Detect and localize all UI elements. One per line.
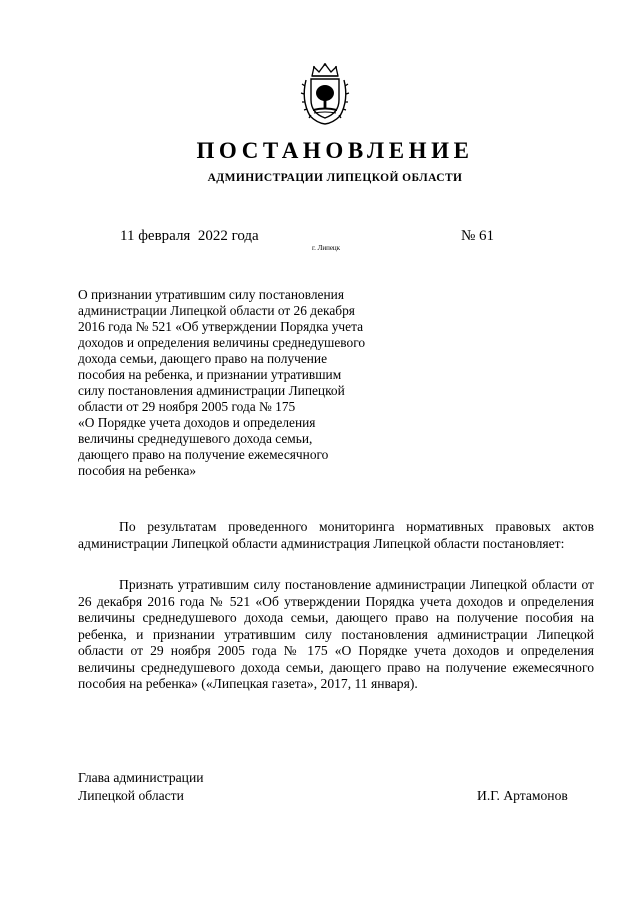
heading-line: величины среднедушевого дохода семьи,: [78, 431, 313, 446]
heading-line: пособия на ребенка, и признании утратившим: [78, 367, 342, 382]
heading-line: доходов и определения величины среднедушевого: [78, 335, 366, 350]
heading-line: силу постановления администрации Липецкой: [78, 383, 345, 398]
heading-line: О признании утратившим силу постановления: [78, 287, 344, 302]
resolution-paragraph: Признать утратившим силу постановление администрации Липецкой области от 26 декабря 2016 года № 521 «Об утверждении Порядка учета доходов и определения величины среднедушевого дохода семьи, дающего право на получение пособия на ребенка, и признании утратившим силу постановления администрации Липецкой области от 29 ноября 2005 года № 175 «О Порядке учета доходов и определения величины среднедушевого дохода семьи, дающего право на получение ежемесячного пособия на ребенка» («Липецкая газета», 2017, 11 января).: [78, 577, 594, 691]
heading-line: администрации Липецкой области от 26 декабря: [78, 303, 355, 318]
document-title: ПОСТАНОВЛЕНИЕ: [196, 138, 474, 163]
heading-line: «О Порядке учета доходов и определения: [78, 415, 316, 430]
heading-line: дающего право на получение ежемесячного: [78, 447, 329, 462]
heading-line: дохода семьи, дающего право на получение: [78, 351, 328, 366]
document-number: № 61: [461, 228, 495, 244]
heading-line: области от 29 ноября 2005 года № 175: [78, 399, 296, 414]
signatory-title-line: Глава администрации: [78, 770, 204, 785]
signatory-name: И.Г. Артамонов: [477, 788, 568, 803]
signatory-title-line: Липецкой области: [78, 788, 184, 803]
document-city: г. Липецк: [312, 244, 341, 252]
signatory-title: [78, 769, 204, 805]
coat-of-arms-icon: [300, 62, 350, 126]
document-date: 11 февраля 2022 года: [120, 228, 259, 244]
document-heading: [78, 287, 378, 479]
intro-paragraph: По результатам проведенного мониторинга нормативных правовых актов администрации Липецкой области администрация Липецкой области постановляет:: [78, 519, 594, 551]
heading-line: 2016 года № 521 «Об утверждении Порядка учета: [78, 319, 364, 334]
document-subtitle: АДМИНИСТРАЦИИ ЛИПЕЦКОЙ ОБЛАСТИ: [207, 172, 463, 184]
heading-line: пособия на ребенка»: [78, 463, 197, 478]
